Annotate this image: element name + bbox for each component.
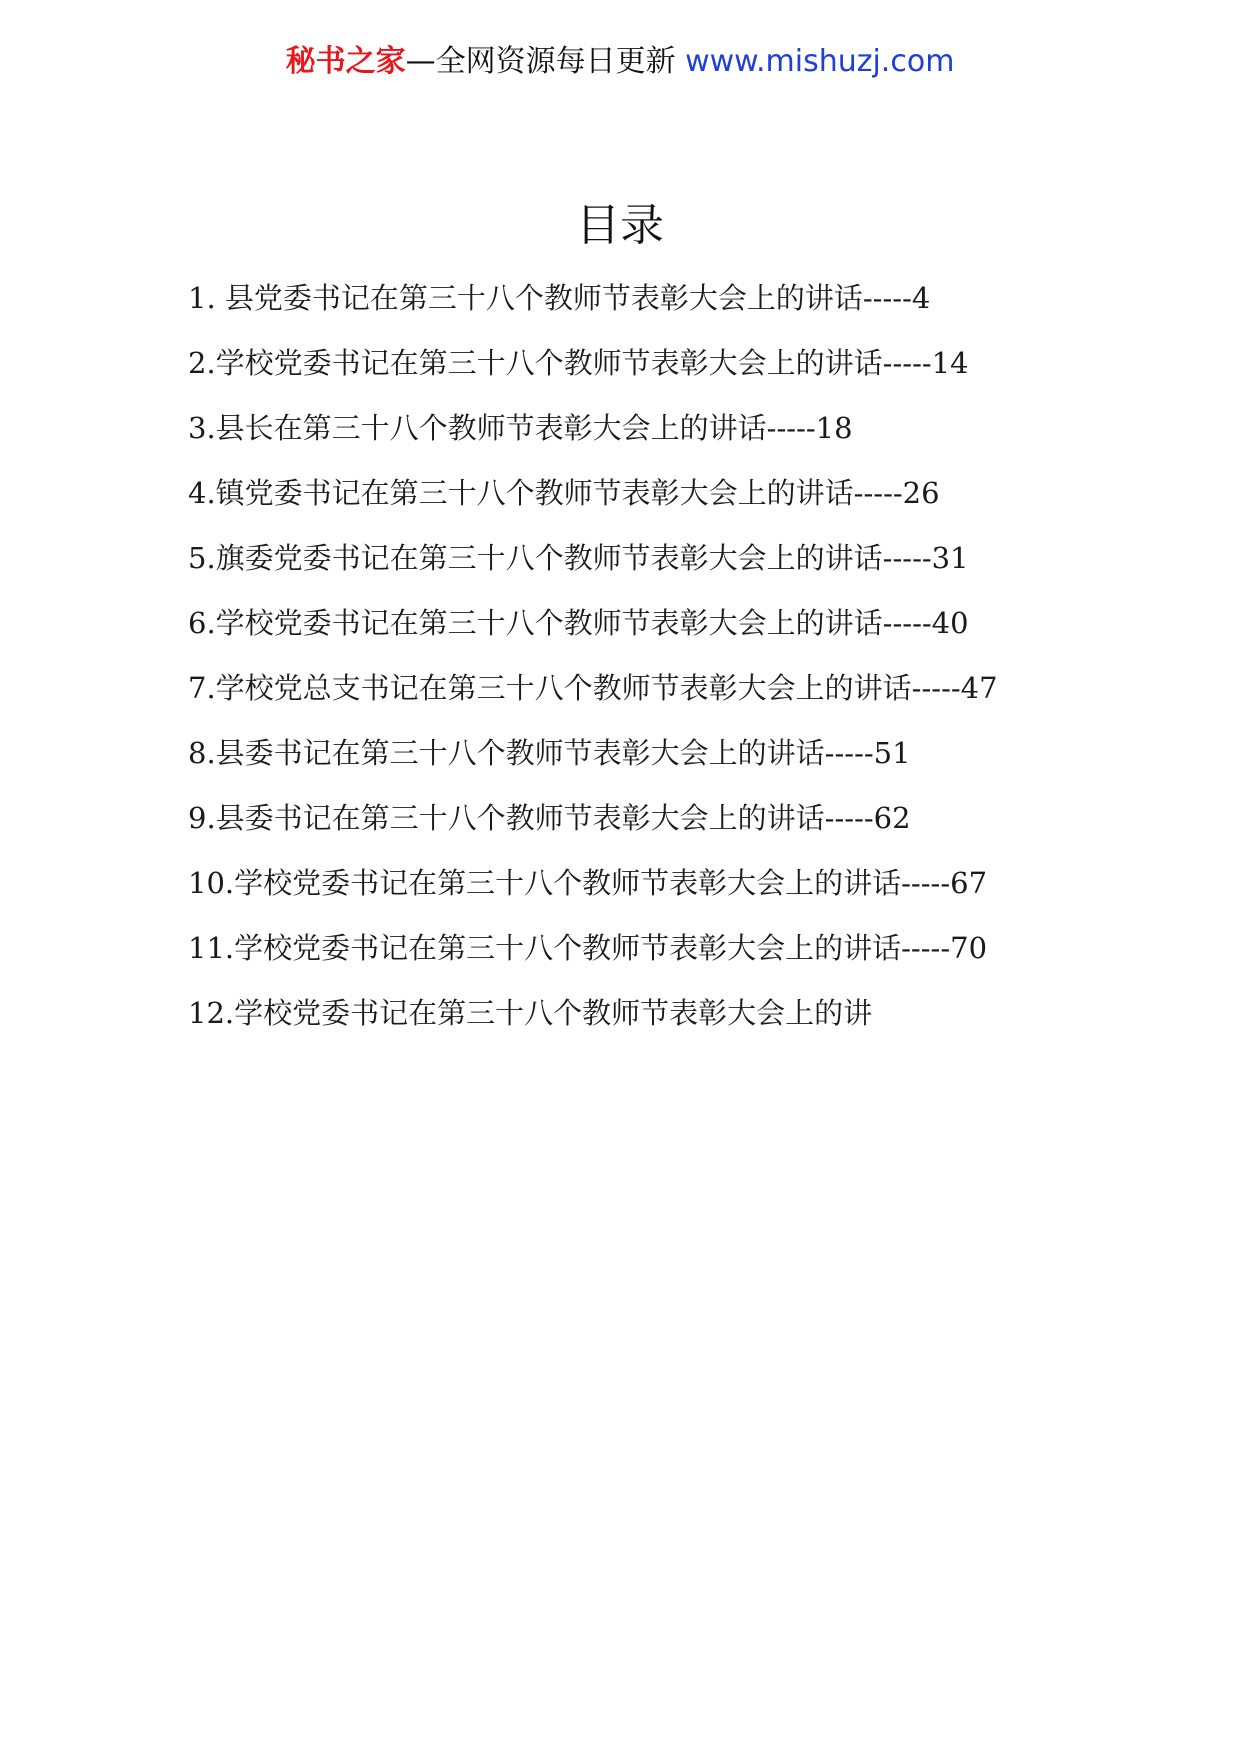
toc-entry[interactable]: 12.学校党委书记在第三十八个教师节表彰大会上的讲 — [188, 996, 873, 1030]
brand-name: 秘书之家 — [285, 44, 406, 79]
toc-entry[interactable]: 6.学校党委书记在第三十八个教师节表彰大会上的讲话-----40 — [188, 606, 969, 640]
toc-entry[interactable]: 9.县委书记在第三十八个教师节表彰大会上的讲话-----62 — [188, 801, 911, 835]
header-slogan: —全网资源每日更新 — [405, 44, 676, 79]
toc-entry[interactable]: 1. 县党委书记在第三十八个教师节表彰大会上的讲话-----4 — [188, 281, 931, 315]
toc-entry[interactable]: 4.镇党委书记在第三十八个教师节表彰大会上的讲话-----26 — [188, 476, 940, 510]
site-header — [0, 40, 1240, 84]
toc-entry[interactable]: 10.学校党委书记在第三十八个教师节表彰大会上的讲话-----67 — [188, 866, 988, 900]
toc-entry[interactable]: 5.旗委党委书记在第三十八个教师节表彰大会上的讲话-----31 — [188, 541, 969, 575]
toc-entry[interactable]: 3.县长在第三十八个教师节表彰大会上的讲话-----18 — [188, 411, 853, 445]
toc-entry[interactable]: 7.学校党总支书记在第三十八个教师节表彰大会上的讲话-----47 — [188, 671, 998, 705]
table-of-contents — [188, 266, 1056, 1046]
site-url[interactable]: www.mishuzj.com — [675, 44, 955, 79]
toc-entry[interactable]: 8.县委书记在第三十八个教师节表彰大会上的讲话-----51 — [188, 736, 911, 770]
toc-entry[interactable]: 11.学校党委书记在第三十八个教师节表彰大会上的讲话-----70 — [188, 931, 988, 965]
page-title: 目录 — [576, 200, 664, 251]
toc-entry[interactable]: 2.学校党委书记在第三十八个教师节表彰大会上的讲话-----14 — [188, 346, 969, 380]
